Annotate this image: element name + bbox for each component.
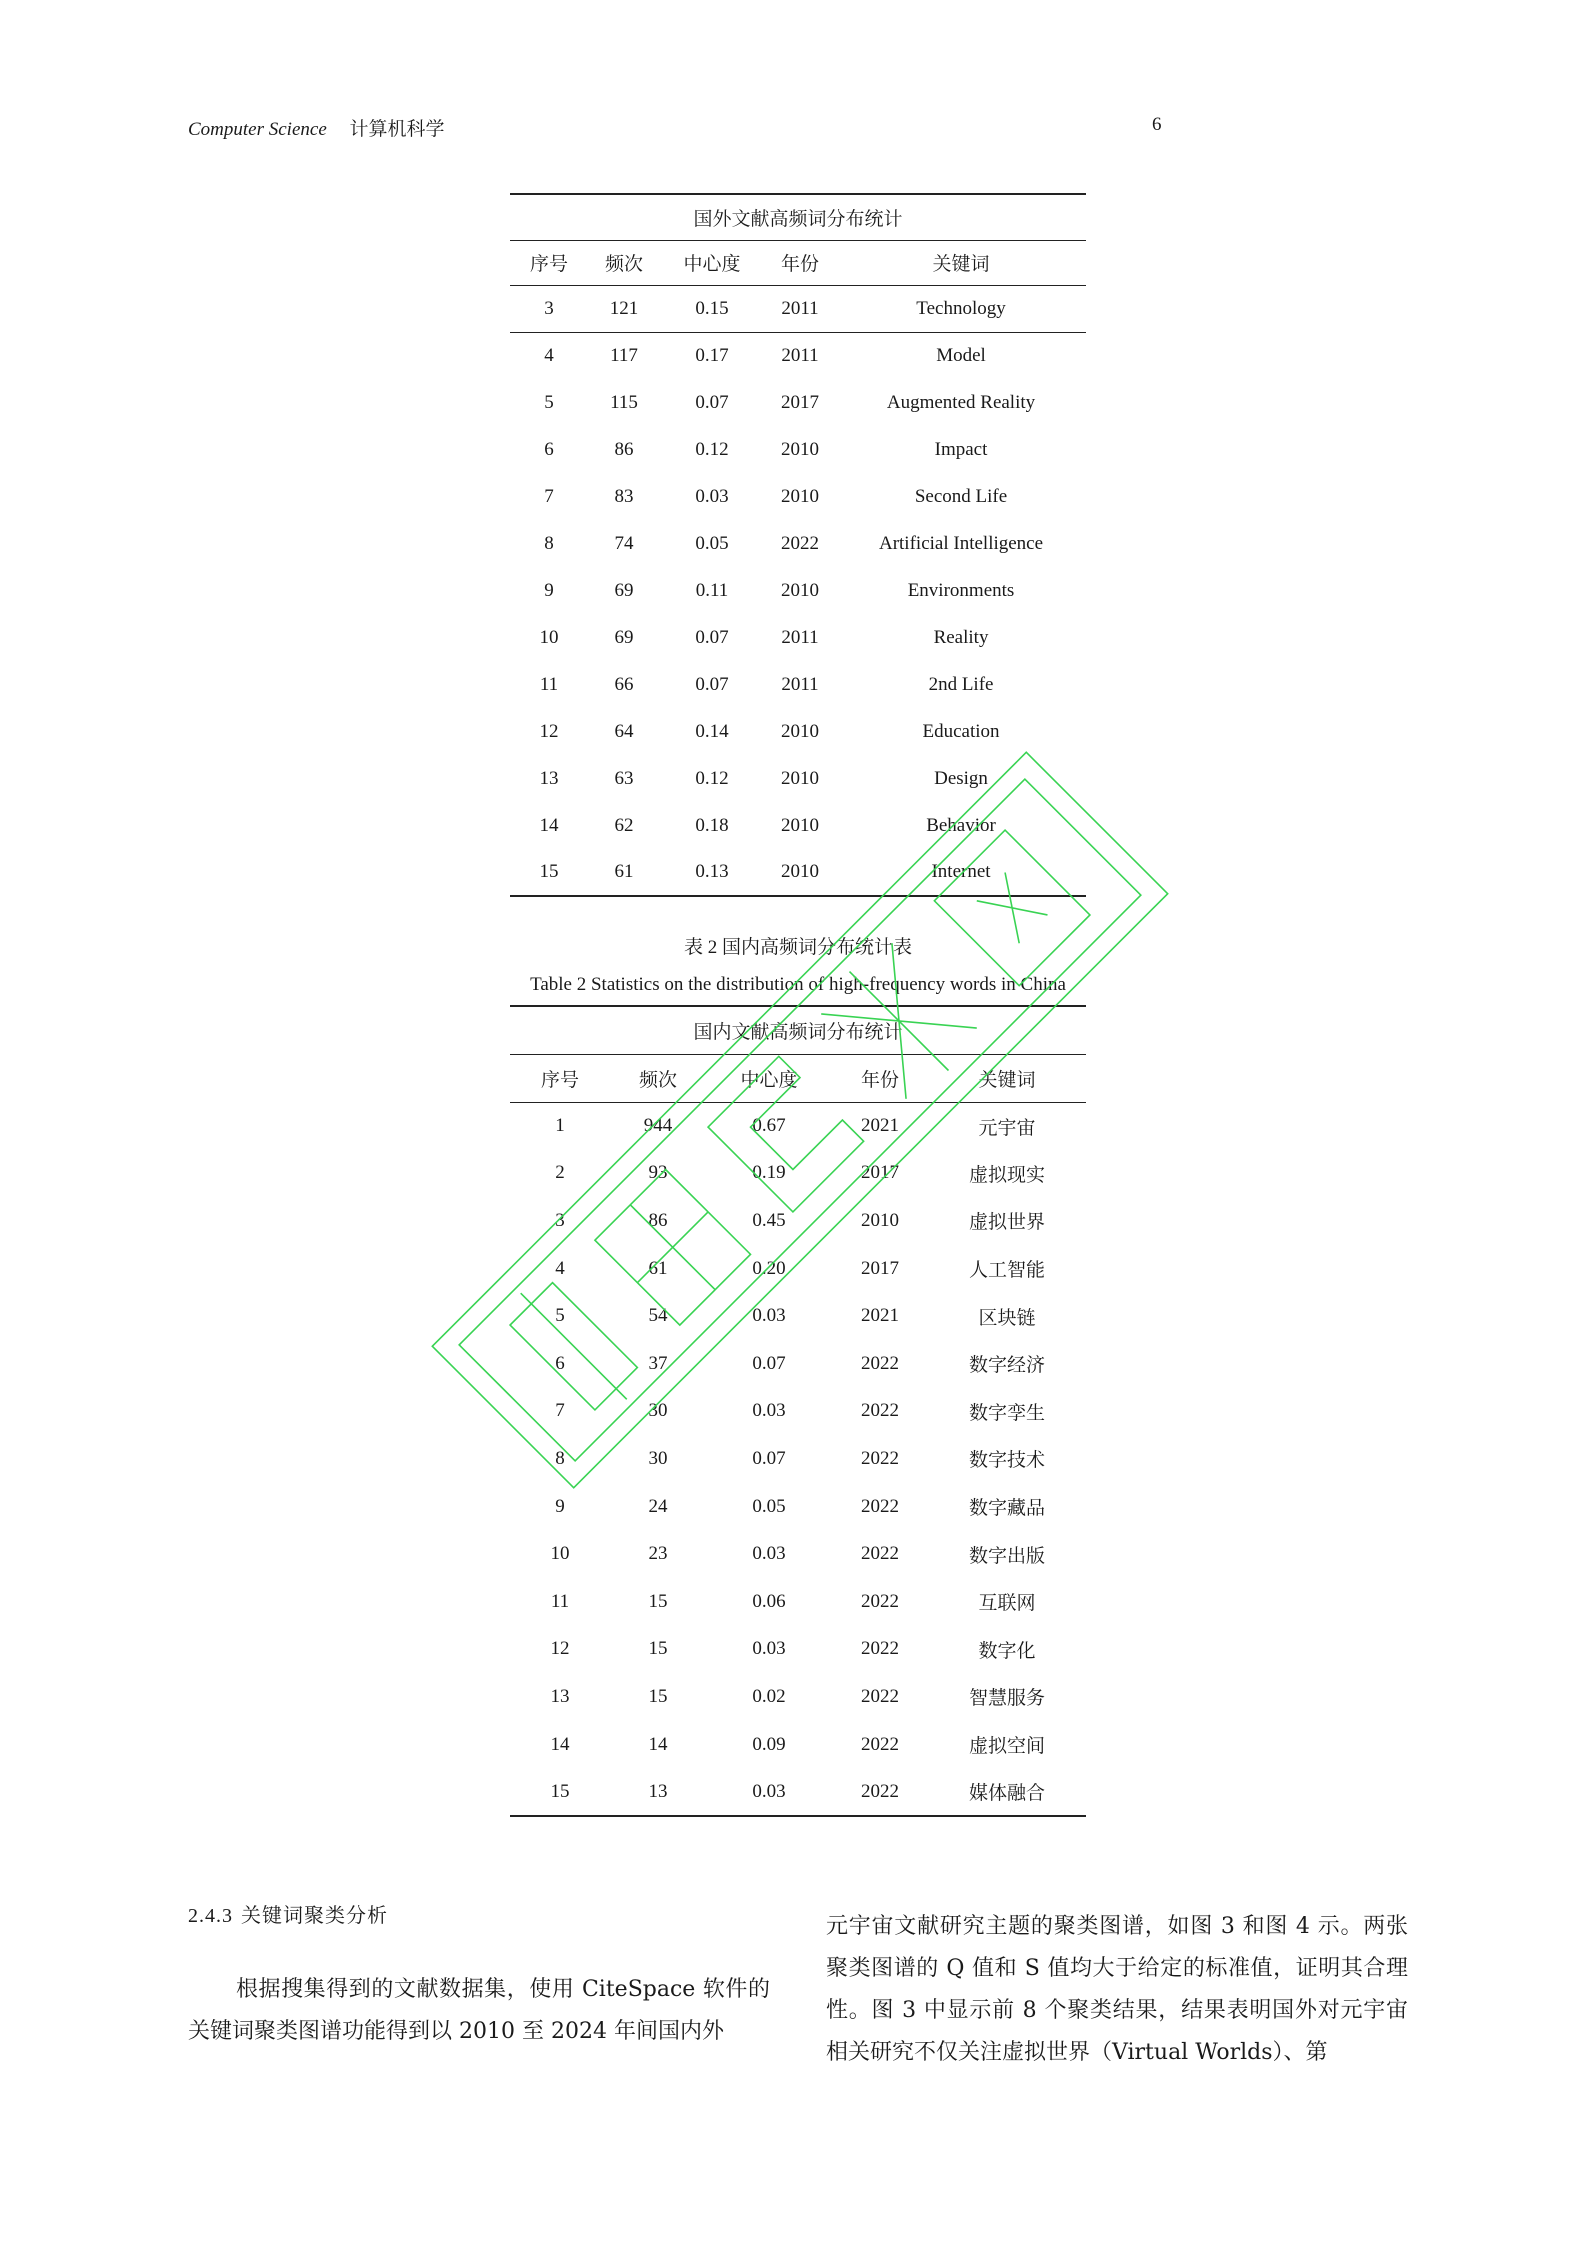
table-cell: 0.07 (695, 391, 729, 413)
table-cell: 2022 (781, 532, 819, 554)
table-row (510, 1768, 1086, 1816)
table-cell: 数字经济 (969, 1355, 1046, 1377)
table-cell: 0.03 (752, 1400, 786, 1422)
table-cell: Behavior (926, 814, 996, 836)
table-cell: 0.67 (752, 1115, 786, 1137)
table-cell: 69 (614, 626, 634, 648)
table-cell: 0.07 (695, 673, 729, 695)
journal-name-zh: 计算机科学 (349, 119, 445, 140)
table-cell: Artificial Intelligence (878, 532, 1044, 554)
table-cell: 14 (539, 814, 559, 836)
table-cell: 2011 (781, 344, 819, 366)
body-paragraph-right: 元宇宙文献研究主题的聚类图谱，如图 3 和图 4 示。两张聚类图谱的 Q 值和 S 值均大于给定的标准值，证明其合理性。图 3 中显示前 8 个聚类结果，结果表明国外对元宇宙相关研究不仅关注虚拟世界（Virtual Worlds）、第 (826, 1914, 1408, 2065)
table-row (510, 849, 1086, 896)
table-cell: 数字出版 (969, 1545, 1046, 1567)
table-cell: 61 (614, 861, 634, 882)
table-row (510, 473, 1086, 520)
table-row (510, 567, 1086, 614)
running-header (188, 114, 445, 141)
table-cell: 66 (614, 673, 634, 695)
table-cell: 2022 (861, 1733, 899, 1755)
table-cell: 人工智能 (969, 1260, 1046, 1282)
table-cell: 944 (643, 1115, 673, 1137)
table-cell: 2010 (781, 720, 819, 742)
table-cell: 37 (648, 1352, 668, 1374)
table-cell: 63 (614, 767, 634, 789)
body-paragraph-left: 根据搜集得到的文献数据集，使用 CiteSpace 软件的关键词聚类图谱功能得到以 2010 至 2024 年间国内外 (188, 1977, 770, 2044)
journal-name-en: Computer Science (188, 119, 327, 140)
table-cell: 0.19 (752, 1162, 786, 1184)
table-cell: 2022 (861, 1400, 899, 1422)
table-cell: 2010 (781, 814, 819, 836)
table-cell: 64 (614, 720, 634, 742)
table-cell: 虚拟现实 (969, 1164, 1046, 1186)
table-cell: 0.03 (752, 1638, 786, 1660)
table-cell: 数字孪生 (969, 1402, 1046, 1424)
table-cell: 13 (550, 1685, 570, 1707)
table-cell: 30 (648, 1400, 668, 1422)
column-header: 中心度 (683, 254, 741, 275)
table-cell: 0.07 (695, 626, 729, 648)
table-cell: 69 (614, 579, 634, 601)
table-cell: 3 (555, 1209, 565, 1231)
table-cell: 2021 (861, 1305, 899, 1327)
table-cell: 0.13 (695, 861, 729, 882)
table-cell: 媒体融合 (969, 1783, 1046, 1805)
table-cell: 2022 (861, 1352, 899, 1374)
table-cell: 8 (544, 532, 554, 554)
table-cell: 2010 (781, 438, 819, 460)
section-title: 关键词聚类分析 (241, 1903, 388, 1927)
column-header: 序号 (540, 1069, 579, 1091)
table-cell: 0.03 (752, 1543, 786, 1565)
table-caption-zh: 表 2 国内高频词分布统计表 (683, 937, 912, 958)
table-cell: 23 (648, 1543, 668, 1565)
table-cell: 83 (614, 485, 634, 507)
table-cell: 2022 (861, 1447, 899, 1469)
table-row (510, 1721, 1086, 1769)
table-caption-en: Table 2 Statistics on the distribution of high-frequency words in China (530, 974, 1066, 995)
column-header: 关键词 (932, 254, 990, 275)
table-cell: 10 (550, 1543, 570, 1565)
table-cell: 2 (555, 1162, 565, 1184)
table-row (510, 379, 1086, 426)
table-cell: 互联网 (978, 1593, 1036, 1615)
table-cell: 14 (550, 1733, 570, 1755)
table-cell: 2022 (861, 1543, 899, 1565)
table-cell: 15 (648, 1638, 668, 1660)
table-cell: 0.12 (695, 438, 729, 460)
table-cell: 2017 (861, 1162, 899, 1184)
table-cell: Design (934, 767, 988, 789)
table-cell: 7 (544, 485, 554, 507)
table-cell: 0.05 (695, 532, 729, 554)
table-cell: 9 (544, 579, 554, 601)
table-cell: 0.11 (695, 579, 729, 601)
table-cell: 6 (555, 1352, 565, 1374)
table-row (510, 661, 1086, 708)
table-cell: 10 (539, 626, 559, 648)
table-row (510, 1578, 1086, 1626)
table-row (510, 1102, 1086, 1150)
table-cell: Impact (934, 438, 988, 460)
table-row (510, 1626, 1086, 1674)
table-row (510, 1673, 1086, 1721)
table-cell: 12 (550, 1638, 570, 1660)
table-cell: 2021 (861, 1115, 899, 1137)
table-cell: 0.06 (752, 1590, 786, 1612)
table-cell: 2nd Life (928, 673, 994, 695)
table-cell: 4 (544, 344, 554, 366)
table-cell: 2011 (781, 673, 819, 695)
table-cell: 2010 (781, 861, 819, 882)
table-cell: 0.03 (752, 1780, 786, 1802)
table-cell: 2010 (861, 1209, 899, 1231)
table-cell: 2010 (781, 485, 819, 507)
table-cell: 0.18 (695, 814, 729, 836)
table-row (510, 614, 1086, 661)
table-cell: 15 (648, 1685, 668, 1707)
table-cell: 0.45 (752, 1209, 786, 1231)
table-cell: 121 (609, 297, 639, 319)
table-cell: Education (922, 720, 1000, 742)
table-cell: Second Life (914, 485, 1008, 507)
table-cell: 2017 (781, 391, 819, 413)
table-cell: 区块链 (978, 1307, 1036, 1329)
table-cell: 5 (544, 391, 554, 413)
table-cell: Model (936, 344, 986, 366)
table-cell: 2022 (861, 1590, 899, 1612)
column-header: 关键词 (978, 1069, 1036, 1091)
table-cell: 12 (539, 720, 559, 742)
table-cell: 9 (555, 1495, 565, 1517)
table-cell: 30 (648, 1447, 668, 1469)
page-number: 6 (1152, 114, 1162, 135)
table-cell: 13 (539, 767, 559, 789)
table-cell: Augmented Reality (886, 391, 1036, 413)
table-row (510, 1150, 1086, 1198)
table-cell: 93 (648, 1162, 668, 1184)
domestic-keyword-table (510, 1005, 1086, 1817)
column-header: 中心度 (740, 1069, 798, 1091)
foreign-keyword-table (510, 193, 1086, 897)
table-row (510, 755, 1086, 802)
table-cell: 86 (614, 438, 634, 460)
table-cell: 11 (550, 1590, 570, 1612)
table-cell: 2022 (861, 1780, 899, 1802)
table-cell: 54 (648, 1305, 668, 1327)
table-cell: 115 (610, 391, 638, 413)
table-cell: 数字化 (978, 1640, 1036, 1662)
table-title: 国外文献高频词分布统计 (693, 208, 903, 230)
column-header: 频次 (604, 254, 643, 275)
table-cell: 2011 (781, 297, 819, 319)
table-cell: 1 (555, 1115, 565, 1137)
table-cell: 11 (539, 673, 559, 695)
table-row (510, 708, 1086, 755)
table-cell: 2022 (861, 1685, 899, 1707)
table-cell: 智慧服务 (969, 1688, 1046, 1710)
table-cell: 15 (539, 861, 559, 882)
table-cell: 2017 (861, 1257, 899, 1279)
table-cell: 2011 (781, 626, 819, 648)
table-cell: 0.09 (752, 1733, 786, 1755)
column-header: 年份 (780, 254, 819, 275)
table-cell: 0.03 (695, 485, 729, 507)
table-cell: 0.14 (695, 720, 729, 742)
table-cell: Reality (933, 626, 989, 648)
table-row (510, 520, 1086, 567)
section-heading (188, 1899, 388, 1928)
table-cell: 数字藏品 (969, 1498, 1046, 1520)
table-cell: 74 (614, 532, 634, 554)
table-cell: 61 (648, 1257, 668, 1279)
table-cell: 0.17 (695, 344, 729, 366)
table-row (510, 285, 1086, 332)
table-cell: 0.02 (752, 1685, 786, 1707)
table-cell: 15 (550, 1780, 570, 1802)
table-row (510, 426, 1086, 473)
table-row (510, 1435, 1086, 1483)
table-cell: 0.05 (752, 1495, 786, 1517)
table-cell: 7 (555, 1400, 565, 1422)
table-cell: 24 (648, 1495, 668, 1517)
table-cell: 虚拟世界 (969, 1212, 1046, 1234)
table-row (510, 1483, 1086, 1531)
table-cell: 62 (614, 814, 634, 836)
table-cell: 数字技术 (969, 1450, 1046, 1472)
table-cell: 2010 (781, 579, 819, 601)
table-cell: Internet (931, 861, 991, 882)
table-title: 国内文献高频词分布统计 (693, 1021, 903, 1043)
table-cell: 15 (648, 1590, 668, 1612)
table-cell: 5 (555, 1305, 565, 1327)
table-cell: Environments (907, 579, 1015, 601)
table-row (510, 1292, 1086, 1340)
table-cell: 2010 (781, 767, 819, 789)
table-cell: 14 (648, 1733, 668, 1755)
table-cell: 86 (648, 1209, 668, 1231)
table-row (510, 802, 1086, 849)
table-cell: 8 (555, 1447, 565, 1469)
table-row (510, 1197, 1086, 1245)
column-header: 年份 (860, 1069, 899, 1091)
table-cell: 2022 (861, 1638, 899, 1660)
table-cell: 0.20 (752, 1257, 786, 1279)
table-cell: 13 (648, 1780, 668, 1802)
table-cell: 4 (555, 1257, 565, 1279)
column-header: 序号 (529, 254, 568, 275)
table-cell: 虚拟空间 (969, 1736, 1046, 1758)
section-number: 2.4.3 (188, 1905, 233, 1927)
table-cell: 元宇宙 (978, 1117, 1036, 1139)
table-cell: 0.07 (752, 1352, 786, 1374)
table-cell: 6 (544, 438, 554, 460)
table-cell: 3 (544, 297, 554, 319)
table-cell: 0.07 (752, 1447, 786, 1469)
table-cell: 117 (610, 344, 638, 366)
table-row (510, 1340, 1086, 1388)
table-cell: 0.03 (752, 1305, 786, 1327)
table-cell: 0.15 (695, 297, 729, 319)
table-row (510, 1530, 1086, 1578)
table-row (510, 332, 1086, 379)
column-header: 频次 (638, 1069, 677, 1091)
table-row (510, 1388, 1086, 1436)
table-row (510, 1245, 1086, 1293)
table-cell: Technology (916, 297, 1006, 319)
table-cell: 0.12 (695, 767, 729, 789)
table-cell: 2022 (861, 1495, 899, 1517)
